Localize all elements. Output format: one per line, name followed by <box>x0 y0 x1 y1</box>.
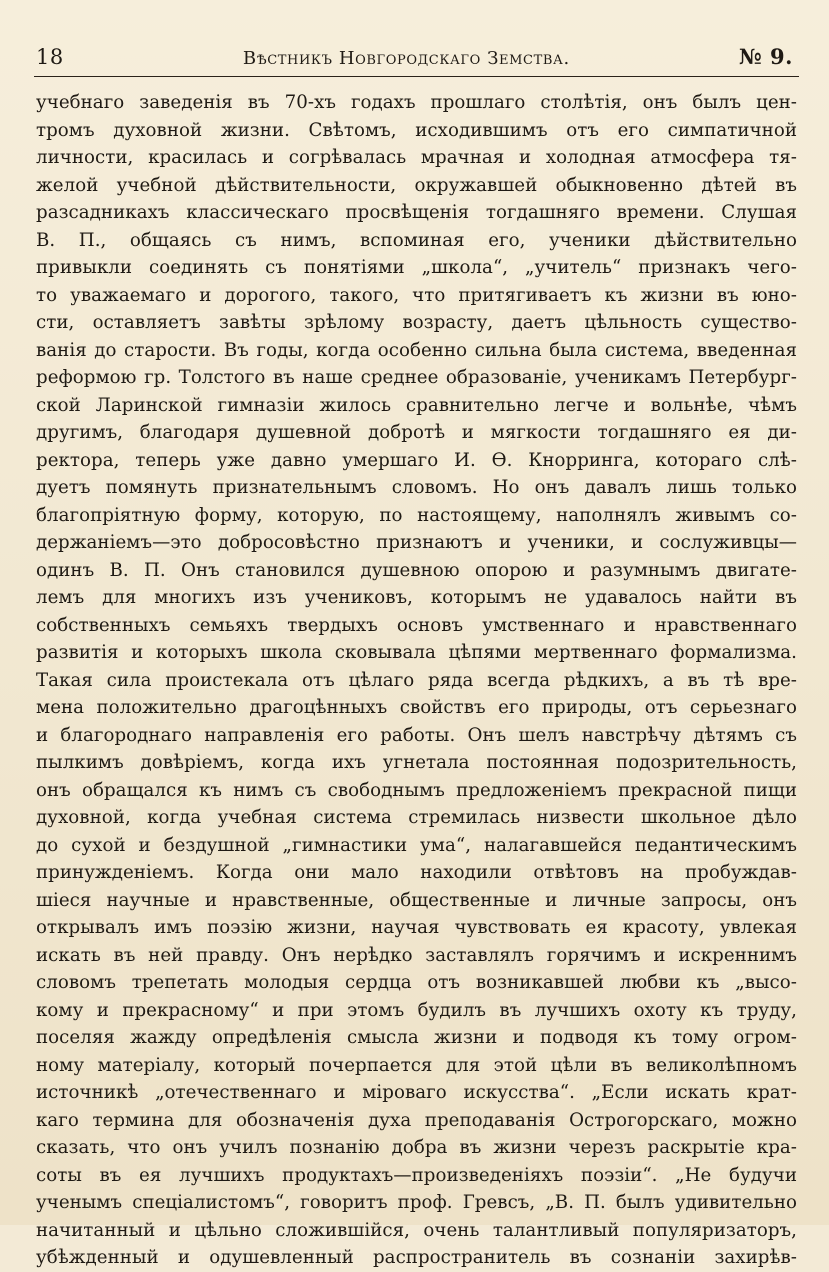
page-number: 18 <box>36 45 64 69</box>
text-line: искать въ ней правду. Онъ нерѣдко заставлялъ горячимъ и искреннимъ <box>36 944 797 966</box>
running-header <box>34 44 799 77</box>
text-line: убѣжденный и одушевленный распространитель въ сознаніи захирѣв- <box>36 1247 797 1268</box>
text-line: ской Ларинской гимназіи жилось сравнительно легче и вольнѣе, чѣмъ <box>36 394 797 416</box>
text-line: В. П., общаясь съ нимъ, вспоминая его, ученики дѣйствительно <box>36 229 797 251</box>
text-line: учебнаго заведенія въ 70-хъ годахъ прошлаго столѣтія, онъ былъ цен- <box>36 92 797 113</box>
text-line: кому и прекрасному“ и при этомъ будилъ въ лучшихъ охоту къ труду, <box>36 999 797 1021</box>
text-line: лемъ для многихъ изъ учениковъ, которымъ не удавалось найти въ <box>36 587 797 608</box>
text-line: онъ обращался къ нимъ съ свободнымъ предложеніемъ прекрасной пищи <box>36 779 797 801</box>
text-line: держаніемъ—это добросовѣстно признаютъ и ученики, и сослуживцы— <box>36 532 797 553</box>
issue-number: № 9. <box>738 44 793 69</box>
text-line: благопріятную форму, которую, по настоящему, наполнялъ живымъ со- <box>36 504 797 526</box>
text-line: то уважаемаго и дорогого, такого, что притягиваетъ къ жизни въ юно- <box>36 284 797 306</box>
text-line: личности, красилась и согрѣвалась мрачная и холодная атмосфера тя- <box>36 147 797 168</box>
text-line: сти, оставляетъ завѣты зрѣлому возрасту, даетъ цѣльность существо- <box>36 312 797 333</box>
text-line: каго термина для обозначенія духа преподаванія Острогорскаго, можно <box>36 1109 797 1131</box>
journal-title: Вѣстникъ Новгородскаго Земства. <box>242 48 570 69</box>
text-line: до сухой и бездушной „гимнастики ума“, налагавшейся педантическимъ <box>36 834 797 856</box>
text-line: пылкимъ довѣріемъ, когда ихъ угнетала постоянная подозрительность, <box>36 752 797 773</box>
body-text <box>34 89 799 1272</box>
text-line: желой учебной дѣйствительности, окружавшей обыкновенно дѣтей въ <box>36 174 797 196</box>
text-line: источникѣ „отечественнаго и міроваго искусства“. „Если искать крат- <box>36 1082 797 1103</box>
text-line: принужденіемъ. Когда они мало находили отвѣтовъ на пробуждав- <box>36 862 797 883</box>
text-line: другимъ, благодаря душевной добротѣ и мягкости тогдашняго ея ди- <box>36 422 797 443</box>
text-line: привыкли соединять съ понятіями „школа“, „учитель“ признакъ чего- <box>36 257 797 278</box>
text-line: и благороднаго направленія его работы. Онъ шелъ навстрѣчу дѣтямъ съ <box>36 724 797 746</box>
text-line: тромъ духовной жизни. Свѣтомъ, исходившимъ отъ его симпатичной <box>36 119 797 141</box>
text-line: ванія до старости. Въ годы, когда особенно сильна была система, введенная <box>36 339 797 361</box>
text-line: словомъ трепетать молодыя сердца отъ возникавшей любви къ „высо- <box>36 972 797 993</box>
text-line: начитанный и цѣльно сложившійся, очень талантливый популяризаторъ, <box>36 1219 797 1241</box>
text-line: ректора, теперь уже давно умершаго И. Ѳ. Кноррингa, котораго слѣ- <box>36 449 797 471</box>
text-line: собственныхъ семьяхъ твердыхъ основъ умственнаго и нравственнаго <box>36 614 797 636</box>
text-line: реформою гр. Толстого въ наше среднее образованіе, ученикамъ Петербург- <box>36 367 797 388</box>
text-line: шіеся научные и нравственные, общественные и личные запросы, онъ <box>36 889 797 911</box>
text-line: духовной, когда учебная система стремилась низвести школьное дѣло <box>36 807 797 828</box>
text-line: соты въ ея лучшихъ продуктахъ—произведеніяхъ поэзіи“. „Не будучи <box>36 1164 797 1186</box>
text-line: дуетъ помянуть признательнымъ словомъ. Но онъ давалъ лишь только <box>36 477 797 498</box>
text-line: разсадникахъ классическаго просвѣщенія тогдашняго времени. Слушая <box>36 202 797 223</box>
text-line: ученымъ спеціалистомъ“, говоритъ проф. Гревсъ, „В. П. былъ удивительно <box>36 1192 797 1213</box>
text-line: сказать, что онъ училъ познанію добра въ жизни черезъ раскрытіе кра- <box>36 1137 797 1158</box>
text-line: развитія и которыхъ школа сковывала цѣпями мертвеннаго формализма. <box>36 642 797 663</box>
text-line: мена положительно драгоцѣнныхъ свойствъ его природы, отъ серьезнаго <box>36 697 797 718</box>
text-line: Такая сила проистекала отъ цѣлаго ряда всегда рѣдкихъ, а въ тѣ вре- <box>36 669 797 691</box>
text-line: открывалъ имъ поэзію жизни, научая чувствовать ея красоту, увлекая <box>36 917 797 938</box>
text-line: ному матеріалу, который почерпается для этой цѣли въ великолѣпномъ <box>36 1054 797 1076</box>
text-line: одинъ В. П. Онъ становился душевною опорою и разумнымъ двигате- <box>36 559 797 581</box>
text-line: поселяя жажду опредѣленія смысла жизни и подводя къ тому огром- <box>36 1027 797 1048</box>
